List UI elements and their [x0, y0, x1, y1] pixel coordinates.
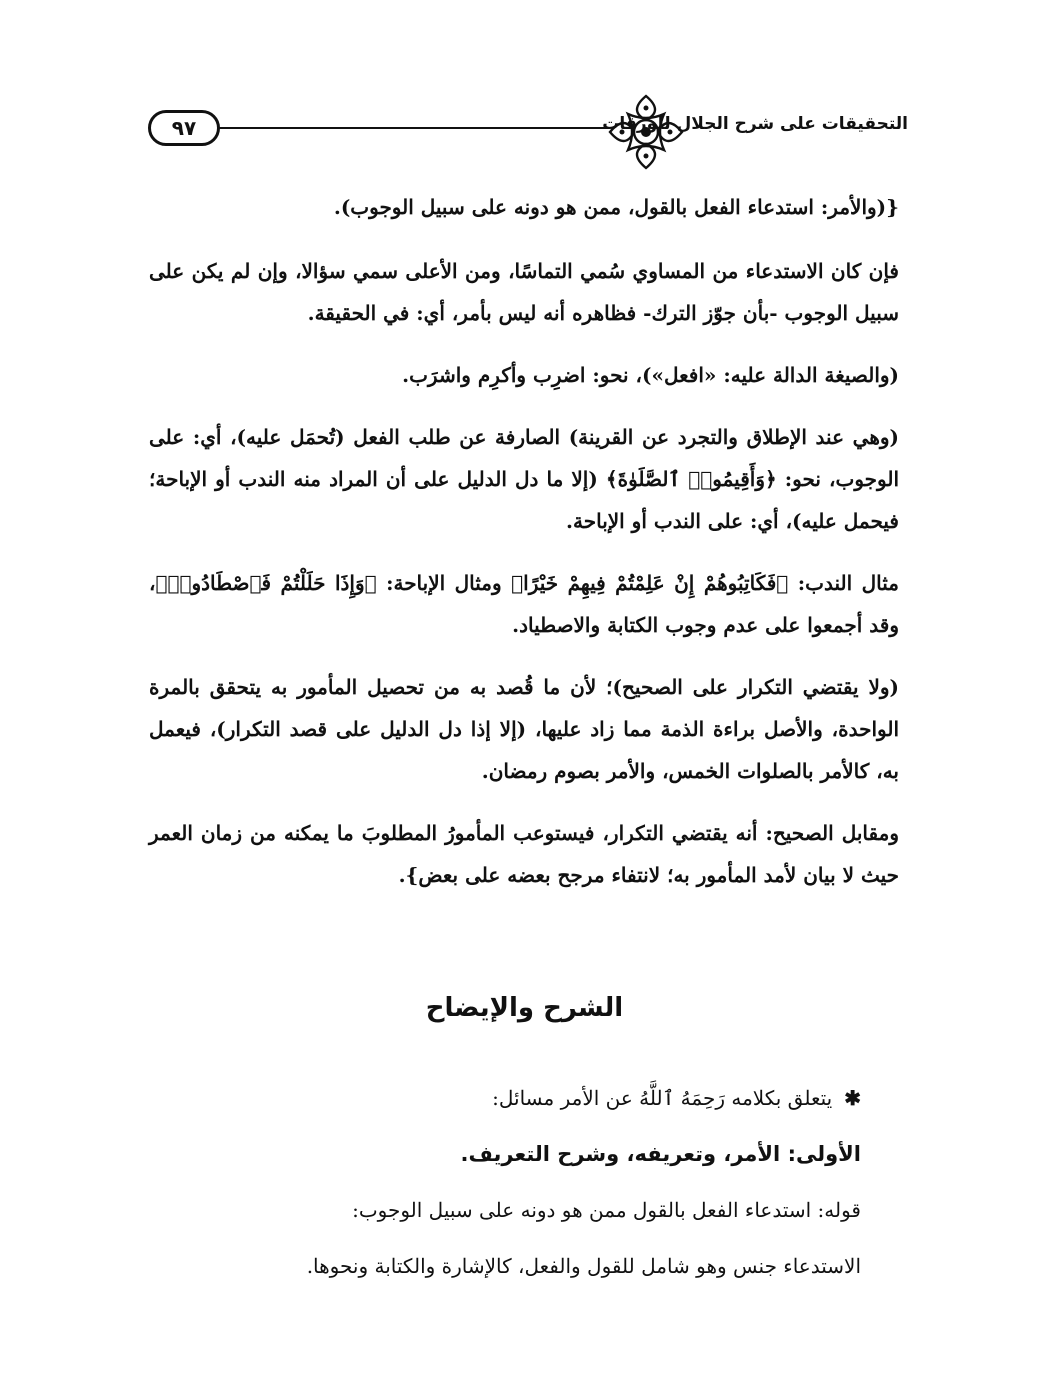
section-heading: الشرح والإيضاح [425, 993, 624, 1023]
paragraph-examples: مثال الندب: ﴿فَكَاتِبُوهُمْ إِنْ عَلِمْتُمْ فِيهِمْ خَيْرًا﴾ ومثال الإباحة: ﴿وَإِذَا حَلَلْتُمْ فَٱصْطَادُوا۟﴾، وقد أجمعوا على عدم وجوب الكتابة والاصطياد. [149, 571, 899, 637]
paragraph-repetition: (ولا يقتضي التكرار على الصحيح)؛ لأن ما قُصد به من تحصيل المأمور به يتحقق بالمرة الواحدة، والأصل براءة الذمة مما زاد عليها، (إلا إذا دل الدليل على قصد التكرار)، فيعمل به، كالأمر بالصلوات الخمس، والأمر بصوم رمضان. [149, 675, 899, 783]
asterisk-bullet-icon: ✱ [844, 1086, 861, 1110]
paragraph-definition: {(والأمر: استدعاء الفعل بالقول، ممن هو دونه على سبيل الوجوب). [333, 195, 899, 219]
definition-explanation: الاستدعاء جنس وهو شامل للقول والفعل، كالإشارة والكتابة ونحوها. [306, 1254, 861, 1278]
commentary-intro-text: يتعلق بكلامه رَحِمَهُ ٱللَّهُ عن الأمر مسائل: [492, 1086, 833, 1110]
quoted-definition: قوله: استدعاء الفعل بالقول ممن هو دونه على سبيل الوجوب: [352, 1198, 861, 1222]
page-number: ٩٧ [148, 110, 220, 146]
first-issue-heading: الأولى: الأمر، وتعريفه، وشرح التعريف. [460, 1142, 861, 1166]
commentary [149, 1070, 861, 1294]
header-rule [218, 127, 610, 129]
paragraph-opposing-view: ومقابل الصحيح: أنه يقتضي التكرار، فيستوعب المأمورُ المطلوبَ ما يمكنه من زمان العمر حيث لا بيان لأمد المأمور به؛ لانتفاء مرجح بعضه على بعض}. [149, 821, 899, 887]
page-header [148, 92, 908, 174]
running-title: التحقيقات على شرح الجلال للورقات [602, 114, 908, 134]
paragraph-form: (والصيغة الدالة عليه: «افعل»)، نحو: اضرِب وأكرِم واشرَب. [402, 363, 899, 387]
commentary-intro [149, 1070, 861, 1126]
main-text [149, 186, 899, 916]
paragraph-obligation: (وهي عند الإطلاق والتجرد عن القرينة) الصارفة عن طلب الفعل (تُحمَل عليه)، أي: على الوجوب، نحو: ﴿وَأَقِيمُوا۟ ٱلصَّلَوٰةَ﴾ (إلا ما دل الدليل على أن المراد منه الندب أو الإباحة؛ فيحمل عليه)، أي: على الندب أو الإباحة. [149, 425, 899, 533]
paragraph-condition: فإن كان الاستدعاء من المساوي سُمي التماسًا، ومن الأعلى سمي سؤالا، وإن لم يكن على سبيل الوجوب -بأن جوّز الترك- فظاهره أنه ليس بأمر، أي: في الحقيقة. [149, 259, 899, 325]
